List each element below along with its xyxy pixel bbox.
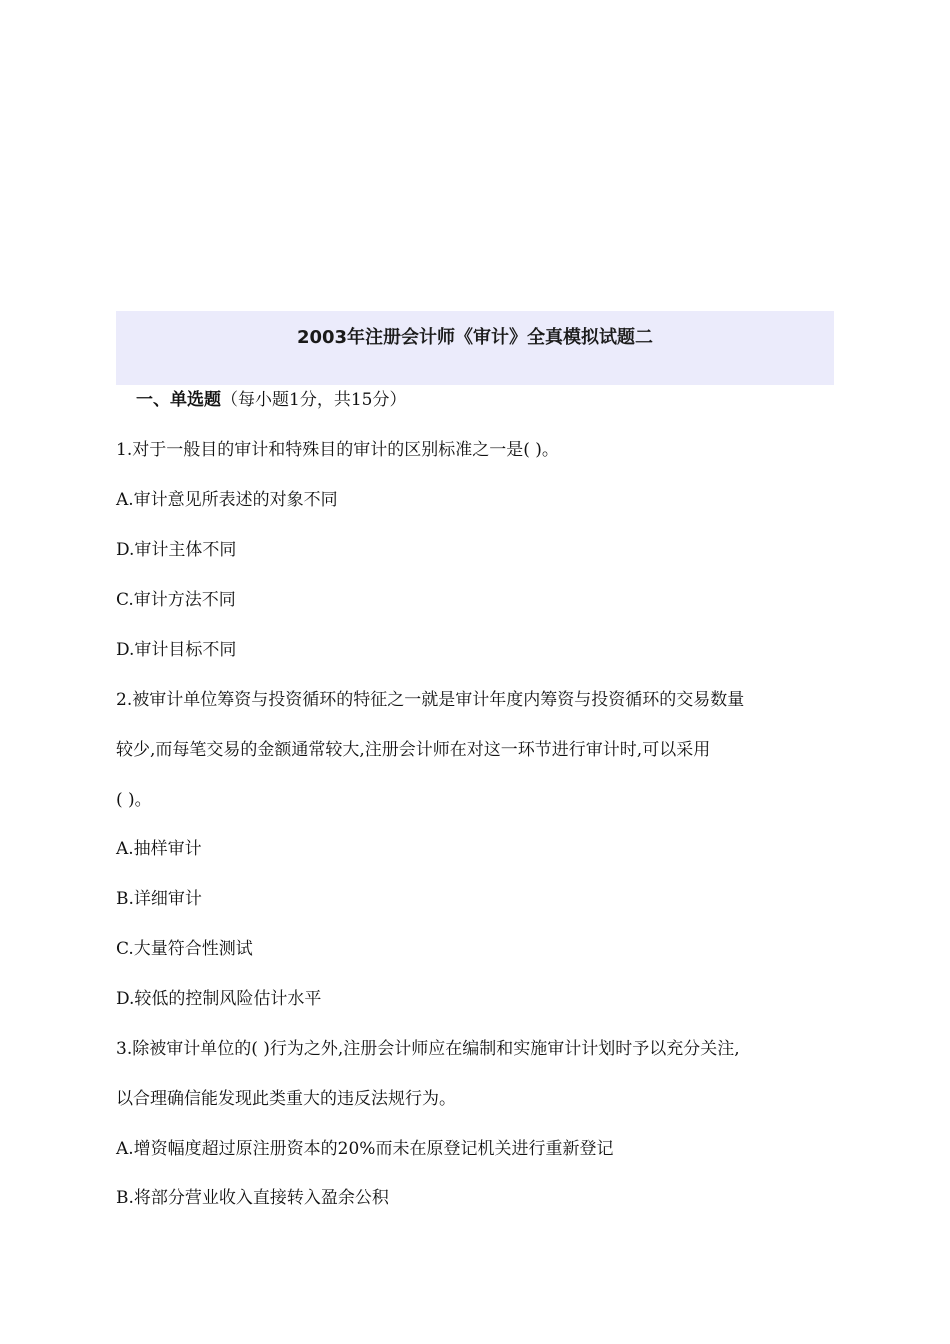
question-2-text-line-3: ( )。: [116, 790, 152, 810]
question-1-option-a: A.审计意见所表述的对象不同: [116, 490, 338, 510]
question-2-option-b: B.详细审计: [116, 889, 202, 909]
question-3-text-line-2: 以合理确信能发现此类重大的违反法规行为。: [116, 1089, 456, 1109]
question-3-text-line-1: 3.除被审计单位的( )行为之外,注册会计师应在编制和实施审计计划时予以充分关注,: [116, 1039, 740, 1059]
question-3-option-a: A.增资幅度超过原注册资本的20%而未在原登记机关进行重新登记: [116, 1139, 614, 1159]
question-1-option-d: D.审计目标不同: [116, 640, 237, 660]
question-1-option-b: D.审计主体不同: [116, 540, 237, 560]
question-2-text-line-1: 2.被审计单位筹资与投资循环的特征之一就是审计年度内筹资与投资循环的交易数量: [116, 690, 745, 710]
document-title: 2003年注册会计师《审计》全真模拟试题二: [296, 327, 654, 348]
question-2-option-c: C.大量符合性测试: [116, 939, 253, 959]
question-3-option-b: B.将部分营业收入直接转入盈余公积: [116, 1188, 389, 1208]
title-band: [116, 311, 834, 385]
section-heading-note: （每小题1分，共15分）: [221, 390, 407, 410]
section-heading: [136, 387, 406, 413]
question-2-option-d: D.较低的控制风险估计水平: [116, 989, 322, 1009]
section-heading-label: 一、单选题: [136, 390, 221, 410]
question-2-text-line-2: 较少,而每笔交易的金额通常较大,注册会计师在对这一环节进行审计时,可以采用: [116, 740, 711, 760]
question-1-text: 1.对于一般目的审计和特殊目的审计的区别标准之一是( )。: [116, 440, 559, 460]
question-2-option-a: A.抽样审计: [116, 839, 202, 859]
question-1-option-c: C.审计方法不同: [116, 590, 236, 610]
